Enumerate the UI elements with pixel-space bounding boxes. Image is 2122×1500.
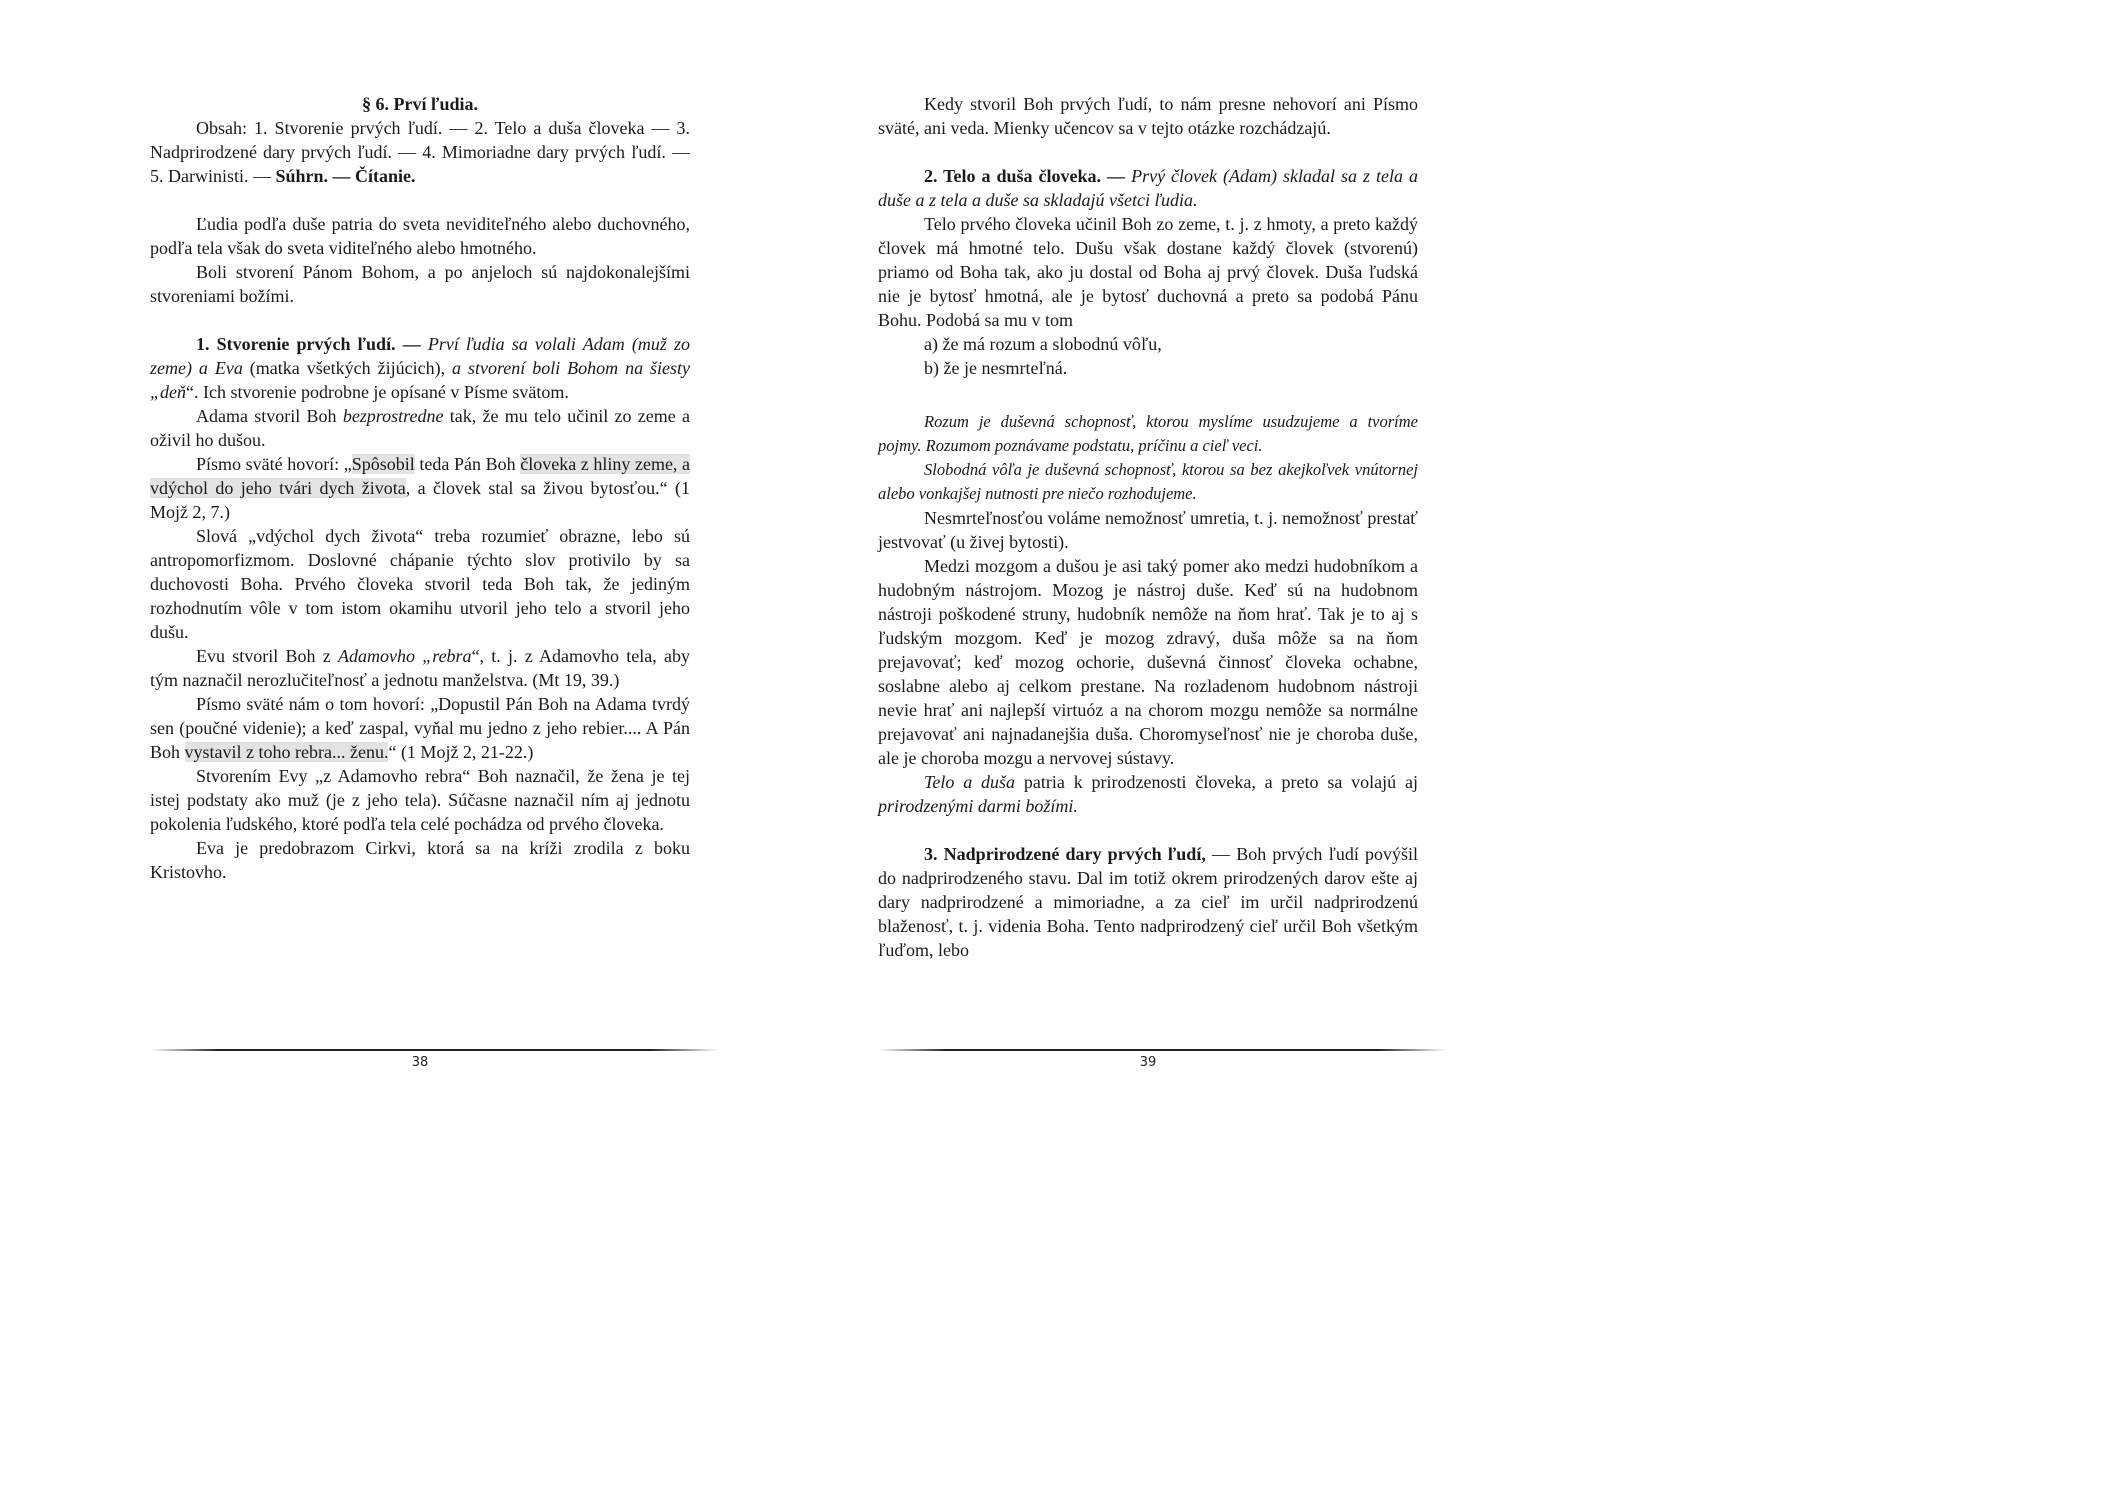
immortality-paragraph: Nesmrteľnosťou voláme nemožnosť umretia, t. j. nemožnosť prestať jestvovať (u živej bytosti). (878, 508, 1418, 552)
eve-text-1: Evu stvoril Boh z (196, 646, 331, 666)
page-number: 39 (1139, 1055, 1157, 1070)
natural-gifts-italic-1: Telo a duša (924, 772, 1016, 792)
quote-highlight-2: človeka z hliny zeme, a vdýchol do jeho tvári dych života (150, 454, 691, 498)
section-3-heading: 3. Nadprirodzené dary prvých ľudí, (924, 844, 1206, 864)
brain-soul-paragraph: Medzi mozgom a dušou je asi taký pomer ako medzi hudobníkom a hudobným nástrojom. Mozog je nástroj duše. Keď sú na hudobnom nástroji poškodené struny, hudobník nemôže na ňom hrať. Tak je to aj s ľudským mozgom. Keď je mozog zdravý, duša môže sa na ňom prejavovať; keď mozog ochorie, duševná činnosť človeka ochabne, soslabne alebo aj celkom prestane. Na rozladenom hudobnom nástroji nevie hrať ani najlepší virtuóz a na chorom mozgu nemôže sa normálne prejavovať ani najnadanejšia duša. Choromyseľnosť nie je choroba duše, ale je choroba mozgu a nervovej sústavy. (878, 556, 1418, 768)
natural-gifts-text: patria k prirodzenosti človeka, a preto sa volajú aj (1023, 772, 1418, 792)
section-2-heading: 2. Telo a duša človeka. — (924, 166, 1126, 186)
section-1-italic-2: a stvorení boli Bohom na šiesty „deň (150, 358, 690, 402)
right-page (776, 0, 1552, 1100)
left-page-text (150, 92, 690, 884)
rib-quote-paragraph (150, 692, 690, 764)
natural-gifts-italic-2: prirodzenými darmi božími. (878, 796, 1078, 816)
footer-rule (878, 1049, 1446, 1051)
chapter-title: § 6. Prví ľudia. (362, 94, 478, 114)
anthropomorphism-paragraph: Slová „vdýchol dych života“ treba rozumieť obrazne, lebo sú antropomorfizmom. Doslovné chápanie týchto slov protivilo by sa duchovosti Boha. Prvého človeka stvoril teda Boh tak, že jediným rozhodnutím vôle v tom istom okamihu utvoril jeho telo a stvoril jeho dušu. (150, 526, 690, 642)
section-1-text-1: (matka všetkých žijúcich), (249, 358, 446, 378)
church-paragraph: Eva je predobrazom Cirkvi, ktorá sa na kríži zrodila z boku Kristovho. (150, 838, 690, 882)
rib-text-1: Písmo sväté nám o tom hovorí: „Dopustil Pán Boh na Adama tvrdý sen (poučné videnie); a keď zaspal, vyňal mu jedno z jeho rebier.... A Pán Boh (150, 694, 690, 762)
definition-free-will-text: Slobodná vôľa je duševná schopnosť, ktorou sa bez akejkoľvek vnútornej alebo vonkajšej nutnosti pre niečo rozhodujeme. (878, 460, 1418, 503)
section-2-paragraph (878, 164, 1418, 212)
intro-paragraph: Ľudia podľa duše patria do sveta neviditeľného alebo duchovného, podľa tela však do sveta viditeľného alebo hmotného. (150, 214, 690, 258)
page-number: 38 (411, 1055, 429, 1070)
section-3-text: — Boh prvých ľudí povýšil do nadprirodzeného stavu. Dal im totiž okrem prirodzených darov ešte aj dary nadprirodzené a mimoriadne, a za cieľ im určil nadprirodzenú blaženosť, t. j. videnia Boha. Tento nadprirodzený cieľ určil Boh všetkým ľuďom, lebo (878, 844, 1419, 960)
section-1-text-2: “. Ich stvorenie podrobne je opísané v Písme svätom. (186, 382, 569, 402)
definition-free-will (878, 458, 1418, 506)
creation-time-paragraph: Kedy stvoril Boh prvých ľudí, to nám presne nehovorí ani Písmo sväté, ani veda. Mienky učencov sa v tejto otázke rozchádzajú. (878, 94, 1418, 138)
quote-text-2: teda Pán Boh (419, 454, 516, 474)
quote-text-1: Písmo sväté hovorí: „ (196, 454, 352, 474)
right-page-text (878, 92, 1418, 962)
rib-highlight: vystavil z toho rebra... ženu. (184, 742, 389, 762)
eve-paragraph (150, 644, 690, 692)
natural-gifts-paragraph (878, 770, 1418, 818)
contents-bold: Súhrn. — Čítanie. (275, 166, 416, 186)
section-3-paragraph (878, 842, 1418, 962)
contents-text: Obsah: 1. Stvorenie prvých ľudí. — 2. Telo a duša človeka — 3. Nadprirodzené dary prvých ľudí. — 4. Mimoriadne dary prvých ľudí. — 5. Darwinisti. — (150, 118, 690, 186)
unity-paragraph: Stvorením Evy „z Adamovho rebra“ Boh naznačil, že žena je tej istej podstaty ako muž (je z jeho tela). Súčasne naznačil ním aj jednotu pokolenia ľudského, ktoré podľa tela celé pochádza od prvého človeka. (150, 766, 690, 834)
contents-paragraph (150, 116, 690, 188)
section-1-heading: 1. Stvorenie prvých ľudí. — (196, 334, 421, 354)
adam-paragraph (150, 404, 690, 452)
quote-highlight-1: Spôsobil (351, 454, 415, 474)
adam-text-1: Adama stvoril Boh (196, 406, 337, 426)
section-1-italic-1: Prví ľudia sa volali Adam (muž zo zeme) a Eva (150, 334, 691, 378)
list-item: a) že má rozum a slobodnú vôľu, (924, 334, 1162, 354)
scripture-quote-paragraph (150, 452, 690, 524)
section-2-italic: Prvý človek (Adam) skladal sa z tela a duše a z tela a duše sa skladajú všetci ľudia. (878, 166, 1419, 210)
intro-paragraph-2: Boli stvorení Pánom Bohom, a po anjeloch sú najdokonalejšími stvoreniami božími. (150, 262, 690, 306)
adam-text-2: tak, že mu telo učinil zo zeme a oživil ho dušou. (150, 406, 691, 450)
body-soul-paragraph: Telo prvého človeka učinil Boh zo zeme, t. j. z hmoty, a preto každý človek má hmotné telo. Dušu však dostane každý človek (stvorenú) priamo od Boha tak, ako ju dostal od Boha aj prvý človek. Duša ľudská nie je bytosť hmotná, ale je bytosť duchovná a preto sa podobá Pánu Bohu. Podobá sa mu v tom (878, 214, 1418, 330)
eve-text-2: “, t. j. z Adamovho tela, aby tým naznačil nerozlučiteľnosť a jednotu manželstva. (Mt 19, 39.) (150, 646, 690, 690)
section-1-paragraph (150, 332, 690, 404)
adam-italic: bezprostredne (342, 406, 444, 426)
footer-rule (150, 1049, 718, 1051)
rib-text-2: “ (1 Mojž 2, 21-22.) (388, 742, 534, 762)
definition-reason (878, 410, 1418, 458)
quote-text-3: , a človek stal sa živou bytosťou.“ (1 Mojž 2, 7.) (150, 478, 690, 522)
left-page (0, 0, 776, 1100)
list-item: b) že je nesmrteľná. (924, 358, 1068, 378)
definition-reason-text: Rozum je duševná schopnosť, ktorou myslíme usudzujeme a tvoríme pojmy. Rozumom poznávame podstatu, príčinu a cieľ veci. (878, 412, 1418, 455)
eve-italic: Adamovho „rebra (337, 646, 472, 666)
